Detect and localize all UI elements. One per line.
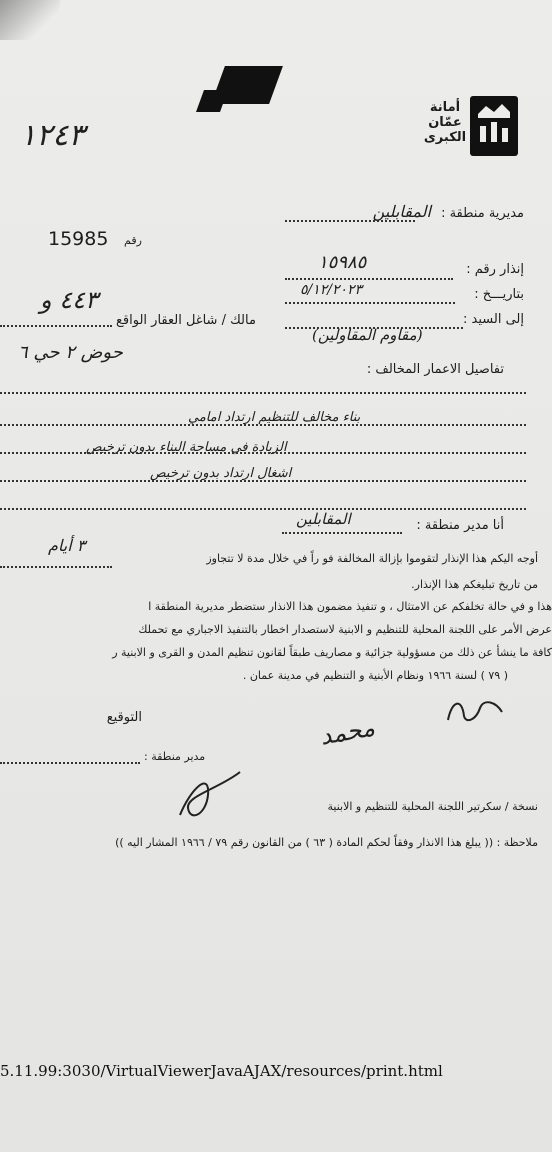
violation-line-3: اشغال ارتداد بدون ترخيص [150, 466, 292, 481]
notice-number-label: إنذار رقم : [466, 262, 524, 277]
notice-number-dotline [285, 278, 453, 280]
logo-text: أمانة عمّان الكبرى [423, 100, 467, 145]
initials-scribble-icon [440, 690, 510, 730]
amman-logo-icon [470, 96, 518, 156]
print-url: 5.11.99:3030/VirtualViewerJavaAJAX/resources/print.html [0, 1062, 443, 1080]
signature-scribble-icon [170, 760, 260, 830]
directorate-dotline [285, 220, 415, 222]
warning-dotline [0, 566, 112, 568]
directorate-label: مديرية منطقة : [441, 206, 524, 221]
redaction-mark [196, 90, 228, 112]
violation-line-2: الزيادة في مساحة البناء بدون ترخيص [86, 440, 287, 455]
violation-dotline [0, 452, 526, 454]
violation-dotline [0, 480, 526, 482]
owner-label: مالك / شاغل العقار الواقع [116, 313, 256, 328]
number-value: 15985 [48, 228, 109, 250]
handwritten-top-note: ١٢٤٣ [20, 118, 85, 153]
to-value: (مقاوم المقاولين) [312, 326, 423, 344]
violation-dotline [0, 424, 526, 426]
to-label: إلى السيد : [463, 312, 524, 327]
notice-number-value: ١٥٩٨٥ [318, 252, 367, 273]
manager-dotline [282, 532, 402, 534]
warning-text: أوجه اليكم هذا الإنذار لتقوموا بإزالة المخالفة فو راً في خلال مدة لا تتجاوز [206, 552, 538, 565]
number-label: رقم [124, 234, 142, 247]
violation-dotline [0, 392, 526, 394]
paragraph-line: هذا و في حالة تخلفكم عن الامتثال ، و تنفيذ مضمون هذا الانذار ستضطر مديرية المنطقة ا [148, 600, 552, 613]
manager-label: أنا مدير منطقة : [416, 518, 504, 533]
signature-dotline [0, 762, 140, 764]
owner-value: حوض ٢ حي ٦ [18, 342, 123, 363]
page-corner-shadow [0, 0, 60, 40]
warning-days: ٣ أيام [48, 536, 86, 555]
from-date-text: من تاريخ تبليغكم هذا الإنذار. [411, 578, 538, 591]
directorate-row [373, 202, 524, 221]
paragraph-line: كافة ما ينشأ عن ذلك من مسؤولية جزائية و مصاريف طبقاً لقانون تنظيم المدن و القرى و الابنية ر [112, 646, 552, 659]
directorate-value: المقابلين [372, 202, 431, 221]
date-label: بتاريـــخ : [474, 287, 524, 302]
signature-handwritten: محمد [317, 713, 377, 751]
date-value: ٥/١٢/٢٠٢٣ [300, 282, 363, 298]
plot-value: ٤٤٣ و [40, 286, 98, 314]
copy-text: نسخة / سكرتير اللجنة المحلية للتنظيم و الابنية [327, 800, 538, 813]
manager-value: المقابلين [296, 510, 351, 528]
owner-dotline [0, 325, 112, 327]
violation-line-1: بناء مخالف للتنظيم ارتداد امامي [188, 410, 361, 425]
note-text: ملاحظة : (( يبلغ هذا الانذار وفقاً لحكم المادة ( ٦٣ ) من القانون رقم ٧٩ / ١٩٦٦ المشار اليه )) [115, 836, 538, 849]
paragraph-line: عرض الأمر على اللجنة المحلية للتنظيم و الابنية لاستصدار اخطار بالتنفيذ الاجباري مع تحملك [138, 623, 552, 636]
signature-label: التوقيع [106, 710, 142, 725]
paragraph-line: ( ٧٩ ) لسنة ١٩٦٦ ونظام الأبنية و التنظيم في مدينة عمان . [242, 669, 508, 682]
date-dotline [285, 302, 455, 304]
signature-manager-label: مدير منطقة : [144, 750, 206, 763]
violations-title: تفاصيل الاعمار المخالف : [366, 362, 504, 377]
violation-dotline [0, 508, 526, 510]
